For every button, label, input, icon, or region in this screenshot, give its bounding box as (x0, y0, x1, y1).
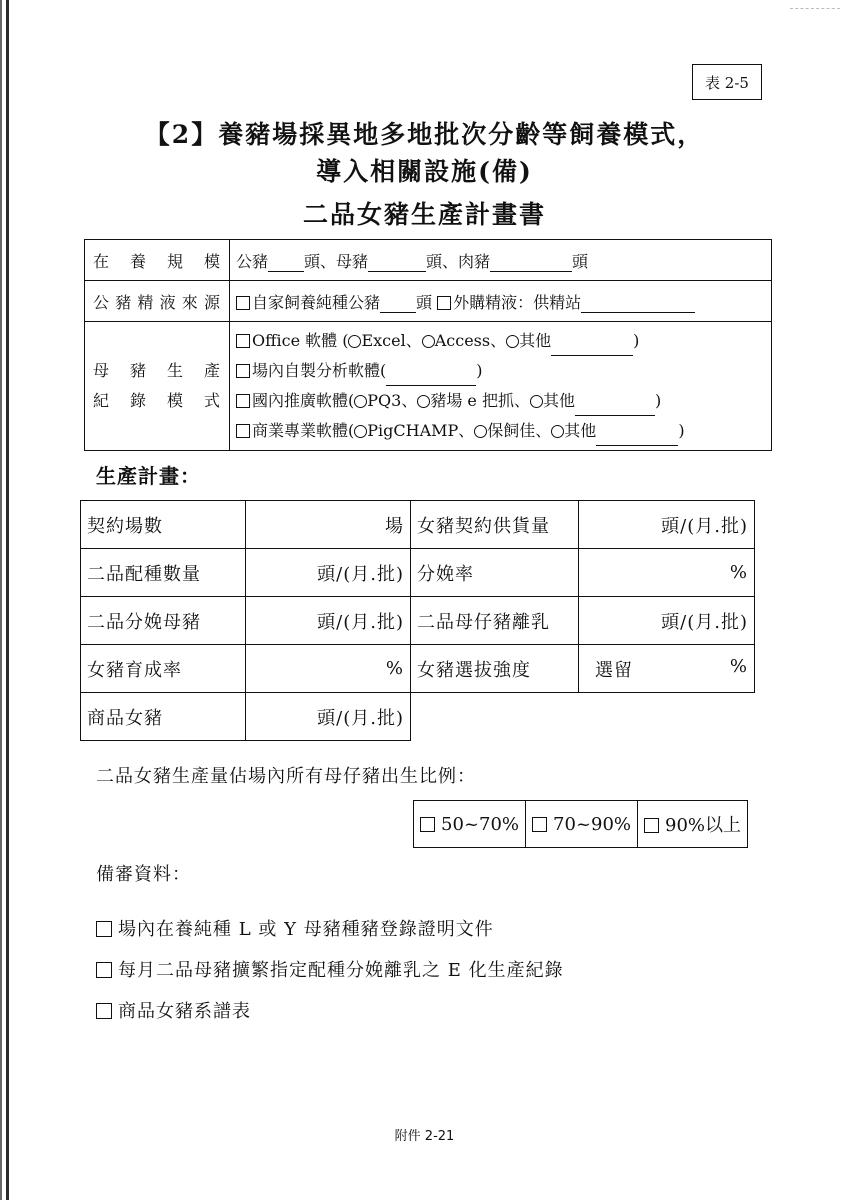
commercial-other-radio[interactable] (551, 425, 564, 438)
pigfarm-e-label: 豬場 e 把抓、 (430, 391, 530, 410)
access-label: Access、 (434, 331, 507, 350)
contract-farms-unit: 場 (385, 515, 404, 537)
commercial-other-label: 其他 (564, 421, 597, 440)
commercial-checkbox[interactable] (236, 424, 250, 438)
selection-field[interactable] (579, 645, 755, 693)
herd-size-label: 在養規模 (85, 240, 230, 281)
office-close: ) (633, 331, 640, 350)
ratio-options-table (413, 800, 748, 848)
commercial-gilt-label: 商品女豬 (81, 693, 246, 741)
office-other-label: 其他 (519, 331, 552, 350)
office-checkbox[interactable] (236, 334, 250, 348)
own-boar-label: 自家飼養純種公豬 (252, 292, 381, 312)
ratio-question: 二品女豬生產量佔場內所有母仔豬出生比例： (96, 766, 476, 787)
gilt-supply-label: 女豬契約供貨量 (411, 501, 579, 549)
pigchamp-radio[interactable] (354, 425, 367, 438)
inhouse-label: 場內自製分析軟體( (252, 361, 387, 380)
gilt-rearing-label: 女豬育成率 (81, 645, 246, 693)
f1-weaning-unit: 頭/(月.批) (661, 611, 748, 633)
f1-farrowing-unit: 頭/(月.批) (317, 611, 404, 633)
f1-weaning-field[interactable] (579, 597, 755, 645)
title-line-1: 【2】養豬場採異地多地批次分齡等飼養模式， (144, 120, 705, 149)
selection-prefix: 選留 (595, 659, 633, 681)
page-footer: 附件 2-21 (394, 1129, 455, 1144)
commercial-gilt-field[interactable] (246, 693, 411, 741)
ratio-option-1[interactable] (414, 801, 526, 848)
gilt-rearing-unit: % (385, 658, 404, 679)
f1-farrowing-field[interactable] (246, 597, 411, 645)
gilt-supply-field[interactable] (579, 501, 755, 549)
ratio-option-2-label: 70~90% (553, 813, 631, 835)
contract-farms-field[interactable] (246, 501, 411, 549)
inhouse-option (236, 356, 765, 386)
sow-count-field[interactable] (368, 253, 426, 272)
boar-count-field[interactable] (268, 253, 304, 272)
semen-source-cell (230, 281, 772, 322)
finisher-label: 頭、肉豬 (426, 251, 491, 271)
boar-label: 公豬 (236, 251, 269, 271)
domestic-other-field[interactable] (575, 397, 655, 416)
farrowing-rate-label: 分娩率 (411, 549, 579, 597)
ratio-checkbox-3[interactable] (644, 818, 659, 833)
records-label-line-1: 母豬生產 (93, 361, 221, 380)
head-unit: 頭 (572, 251, 589, 271)
review-item (96, 915, 494, 941)
own-boar-unit: 頭 (416, 292, 433, 312)
office-other-field[interactable] (551, 337, 633, 356)
f1-farrowing-label: 二品分娩母豬 (81, 597, 246, 645)
commercial-gilt-unit: 頭/(月.批) (317, 707, 404, 729)
review-item-1-label: 場內在養純種 L 或 Y 母豬種豬登錄證明文件 (118, 919, 494, 940)
records-mode-cell (230, 322, 772, 451)
domestic-label: 國內推廣軟體( (252, 391, 355, 410)
selection-label: 女豬選拔強度 (411, 645, 579, 693)
commercial-option (236, 416, 765, 446)
farrowing-rate-field[interactable] (579, 549, 755, 597)
inhouse-field[interactable] (386, 367, 476, 386)
herd-size-cell (230, 240, 772, 281)
title-line-2: 導入相關設施(備) (316, 157, 533, 186)
own-boar-count-field[interactable] (380, 294, 416, 313)
gilt-supply-unit: 頭/(月.批) (661, 515, 748, 537)
ratio-checkbox-1[interactable] (420, 817, 435, 832)
inhouse-checkbox[interactable] (236, 364, 250, 378)
contract-farms-label: 契約場數 (81, 501, 246, 549)
empty-cell (411, 693, 755, 741)
pq3-label: PQ3、 (367, 391, 418, 410)
baosijia-label: 保飼佳、 (487, 421, 552, 440)
ratio-option-1-label: 50~70% (441, 813, 519, 835)
ratio-checkbox-2[interactable] (532, 817, 547, 832)
f1-mating-unit: 頭/(月.批) (317, 563, 404, 585)
access-radio[interactable] (422, 335, 435, 348)
f1-mating-field[interactable] (246, 549, 411, 597)
office-label: Office 軟體 ( (252, 331, 349, 350)
review-item-3-label: 商品女豬系譜表 (118, 1001, 251, 1022)
records-label-line-2: 紀錄模式 (93, 391, 221, 410)
f1-mating-label: 二品配種數量 (81, 549, 246, 597)
farrowing-rate-unit: % (729, 562, 748, 583)
excel-label: Excel、 (361, 331, 422, 350)
records-mode-label (85, 322, 230, 451)
sow-label: 頭、母豬 (304, 251, 369, 271)
inhouse-close: ) (476, 361, 483, 380)
commercial-other-field[interactable] (596, 427, 678, 446)
selection-unit: % (729, 655, 748, 677)
domestic-option (236, 386, 765, 416)
title-line-3: 二品女豬生產計畫書 (302, 200, 546, 229)
excel-radio[interactable] (348, 335, 361, 348)
scan-mark (790, 8, 840, 10)
gilt-rearing-field[interactable] (246, 645, 411, 693)
review-item (96, 997, 251, 1023)
semen-station-field[interactable] (581, 294, 695, 313)
semen-source-label: 公豬精液來源 (85, 281, 230, 322)
pq3-radio[interactable] (354, 395, 367, 408)
baosijia-radio[interactable] (474, 425, 487, 438)
office-other-radio[interactable] (506, 335, 519, 348)
production-plan-table (80, 500, 755, 741)
ratio-option-3[interactable] (638, 801, 748, 848)
review-checkbox-3[interactable] (96, 1003, 112, 1019)
pigchamp-label: PigCHAMP、 (367, 421, 475, 440)
ratio-option-3-label: 90%以上 (665, 815, 742, 836)
finisher-count-field[interactable] (490, 253, 572, 272)
domestic-close: ) (655, 391, 662, 410)
commercial-label: 商業專業軟體( (252, 421, 355, 440)
commercial-close: ) (678, 421, 685, 440)
section-title: 生產計畫： (96, 464, 201, 488)
form-id-box: 表 2-5 (692, 64, 762, 100)
review-checkbox-2[interactable] (96, 962, 112, 978)
review-item (96, 956, 564, 982)
domestic-other-radio[interactable] (530, 395, 543, 408)
f1-weaning-label: 二品母仔豬離乳 (411, 597, 579, 645)
ratio-option-2[interactable] (526, 801, 638, 848)
purchase-semen-checkbox[interactable] (437, 296, 451, 310)
review-title: 備審資料： (96, 864, 191, 885)
review-item-2-label: 每月二品母豬擴繁指定配種分娩離乳之 E 化生產紀錄 (118, 960, 564, 981)
pigfarm-e-radio[interactable] (417, 395, 430, 408)
domestic-other-label: 其他 (542, 391, 575, 410)
office-option (236, 326, 765, 356)
domestic-checkbox[interactable] (236, 394, 250, 408)
review-checkbox-1[interactable] (96, 921, 112, 937)
info-table (84, 239, 772, 451)
own-boar-checkbox[interactable] (236, 296, 250, 310)
purchase-semen-label: 外購精液：供精站 (453, 292, 582, 312)
